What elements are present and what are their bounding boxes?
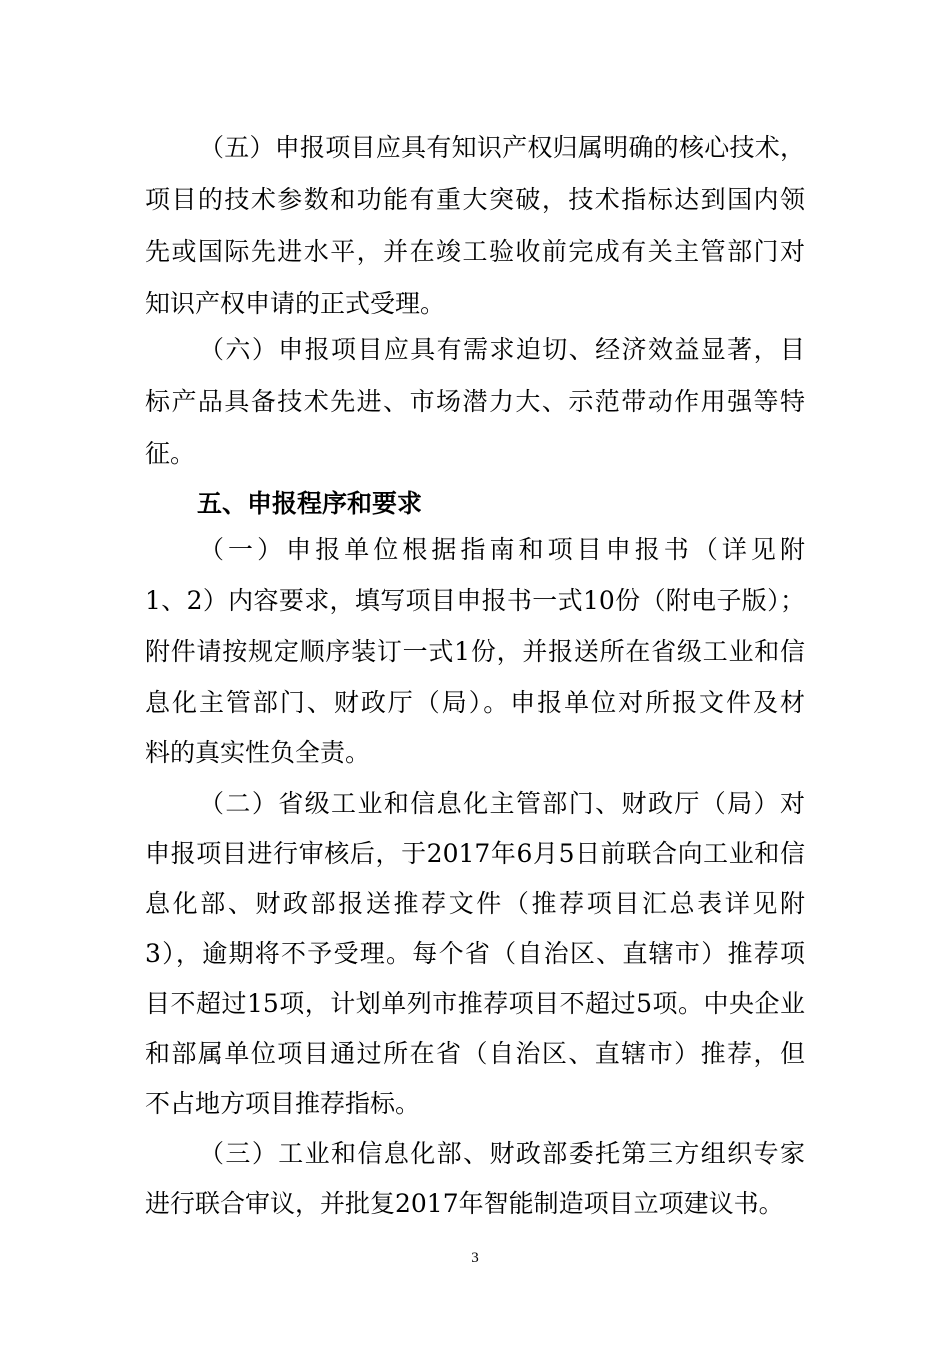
paragraph-2-line-7: 不占地方项目推荐指标。 xyxy=(145,1089,421,1118)
paragraph-2-line-2: 申报项目进行审核后，于2017年6月5日前联合向工业和信 xyxy=(145,839,805,868)
paragraph-5-line-4: 知识产权申请的正式受理。 xyxy=(145,289,446,318)
section-heading: 五、申报程序和要求 xyxy=(197,489,423,518)
paragraph-1-line-5: 料的真实性负全责。 xyxy=(145,738,371,767)
paragraph-6-line-2: 标产品具备技术先进、市场潜力大、示范带动作用强等特 xyxy=(145,387,805,416)
paragraph-5-line-3: 先或国际先进水平，并在竣工验收前完成有关主管部门对 xyxy=(145,237,805,266)
paragraph-2-line-6: 和部属单位项目通过所在省（自治区、直辖市）推荐，但 xyxy=(145,1039,805,1068)
paragraph-1-line-3: 附件请按规定顺序装订一式1份，并报送所在省级工业和信 xyxy=(145,637,805,666)
paragraph-6-line-1: （六）申报项目应具有需求迫切、经济效益显著，目 xyxy=(199,335,805,364)
paragraph-2-line-3: 息化部、财政部报送推荐文件（推荐项目汇总表详见附 xyxy=(145,889,805,918)
paragraph-2-line-5: 目不超过15项，计划单列市推荐项目不超过5项。中央企业 xyxy=(145,989,805,1018)
page-number: 3 xyxy=(471,1250,479,1266)
paragraph-2-line-4: 3），逾期将不予受理。每个省（自治区、直辖市）推荐项 xyxy=(145,939,805,968)
paragraph-6-line-3: 征。 xyxy=(145,439,196,468)
paragraph-3-line-1: （三）工业和信息化部、财政部委托第三方组织专家 xyxy=(199,1139,805,1168)
paragraph-1-line-2: 1、2）内容要求，填写项目申报书一式10份（附电子版）； xyxy=(145,586,805,615)
paragraph-3-line-2: 进行联合审议，并批复2017年智能制造项目立项建议书。 xyxy=(145,1189,784,1218)
paragraph-2-line-1: （二）省级工业和信息化主管部门、财政厅（局）对 xyxy=(199,789,805,818)
paragraph-5-line-2: 项目的技术参数和功能有重大突破，技术指标达到国内领 xyxy=(145,185,805,214)
paragraph-5-line-1: （五）申报项目应具有知识产权归属明确的核心技术， xyxy=(199,133,805,162)
paragraph-1-line-1: （一）申报单位根据指南和项目申报书（详见附 xyxy=(199,535,805,564)
paragraph-1-line-4: 息化主管部门、财政厅（局）。申报单位对所报文件及材 xyxy=(145,688,805,717)
